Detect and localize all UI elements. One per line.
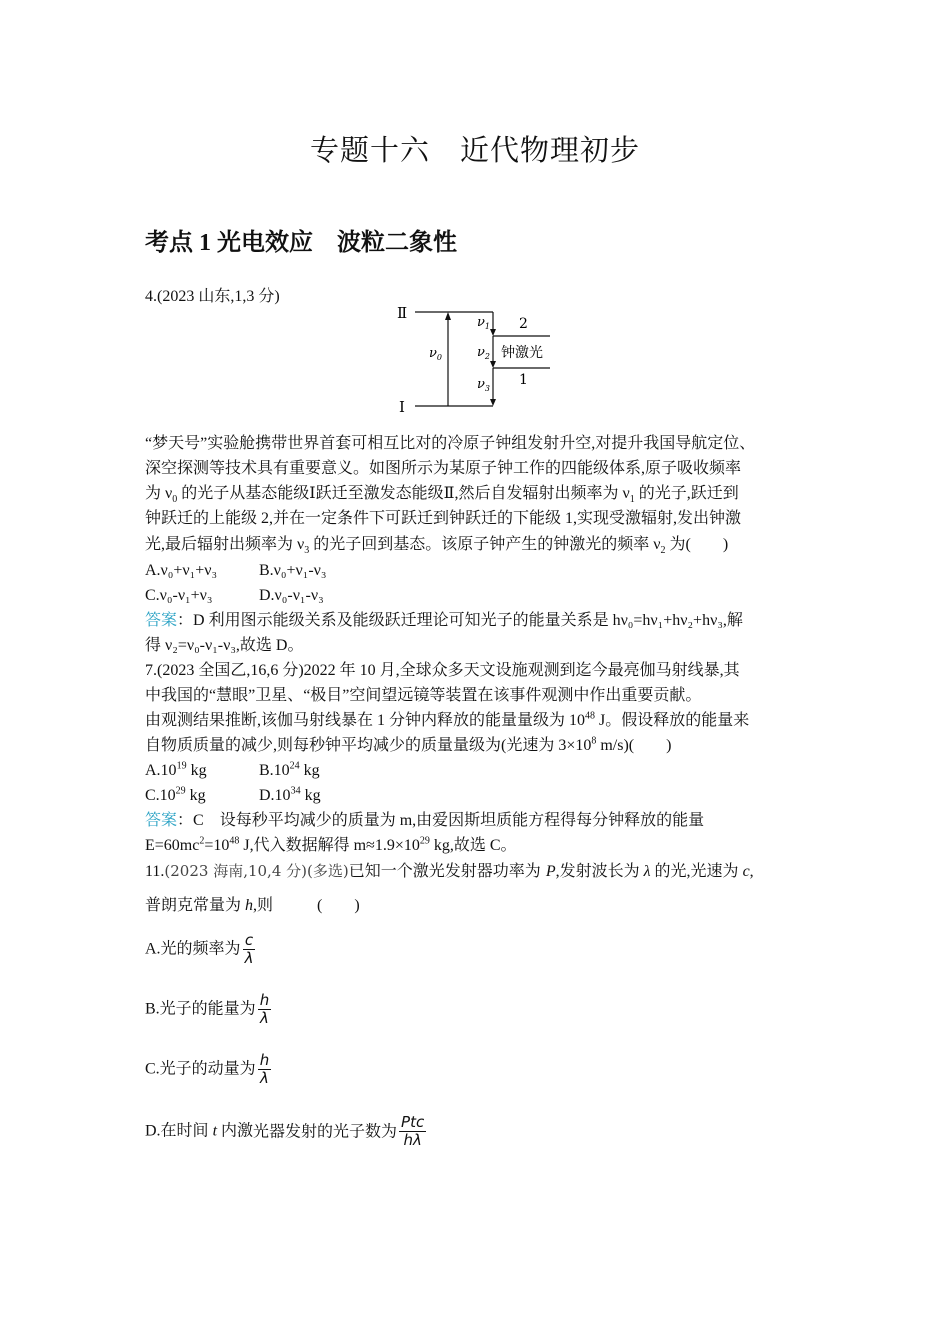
- label-nu3-sub: 3: [484, 384, 490, 393]
- fraction: $\frac{h}{\lambda}$: [259, 991, 270, 1027]
- svg-text:ν3: [477, 377, 490, 393]
- q11-option-d[interactable]: D.在时间 t 内激光器发射的光子数为 $\frac{\text{Ptc}}{h\lambda}$: [145, 1113, 425, 1149]
- label-nu2-sub: 2: [484, 352, 490, 361]
- q4-text-line-4: 钟跃迁的上能级 2,并在一定条件下可跃迁到钟跃迁的下能级 1,实现受激辐射,发出钟激: [145, 510, 742, 527]
- label-level-1: 1: [519, 372, 528, 388]
- q4-header: 4.(2023 山东,1,3 分): [145, 288, 280, 305]
- answer-label: 答案: [145, 612, 178, 629]
- q4-text-line-1: “梦天号”实验舱携带世界首套可相互比对的冷原子钟组发射升空,对提升我国导航定位、: [145, 435, 756, 452]
- q11-option-a[interactable]: A.光的频率为 $\frac{c}{\lambda}$: [145, 931, 254, 967]
- label-level-I: Ⅰ: [399, 398, 405, 416]
- q4-text-line-5: 光,最后辐射出频率为 $\nu_3$ 的光子回到基态。该原子钟产生的钟激光的频率 $\nu_2$ 为( ): [145, 536, 729, 557]
- q4-option-c[interactable]: C.ν₀-ν₁+ν₃: [145, 587, 213, 604]
- q7-option-a[interactable]: $A.10^{19}$ kg: [145, 760, 207, 779]
- label-laser: 钟激光: [501, 345, 543, 361]
- section-heading: 考点 1 光电效应 波粒二象性: [145, 230, 457, 256]
- q7-answer-line-2: $E=60mc^2=10^{48}$ J,代入数据解得 $m\approx 1.9\times 10^{29}$ kg,故选 C。: [145, 835, 517, 854]
- fraction: $\frac{c}{\lambda}$: [244, 931, 254, 967]
- q7-answer-line-1: 答案：C 设每秒平均减少的质量为 m,由爱因斯坦质能方程得每分钟释放的能量: [145, 812, 705, 829]
- label-nu1-sub: 1: [484, 322, 490, 331]
- q7-option-d[interactable]: $D.10^{34}$ kg: [259, 785, 321, 804]
- label-nu0: ν: [429, 346, 437, 361]
- q4-options-row-1: [145, 561, 326, 581]
- q7-option-b[interactable]: $B.10^{24}$ kg: [259, 760, 320, 779]
- svg-text:ν2: [477, 345, 490, 361]
- q7-options-row-2: [145, 786, 321, 806]
- q11-text-line-1: 11.(2023 海南,10,4 分)(多选)已知一个激光发射器功率为 P,发射波长为 λ 的光,光速为 c,: [145, 861, 754, 880]
- q7-options-row-1: [145, 761, 320, 781]
- fraction: $\frac{h}{\lambda}$: [259, 1051, 270, 1087]
- label-level-II: Ⅱ: [397, 304, 408, 322]
- svg-text:ν0: [429, 346, 442, 362]
- q7-text-line-3: 由观测结果推断,该伽马射线暴在 1 分钟内释放的能量量级为 $10^{48}$ J。假设释放的能量来: [145, 710, 750, 729]
- q4-text-line-2: 深空探测等技术具有重要意义。如图所示为某原子钟工作的四能级体系,原子吸收频率: [145, 460, 742, 477]
- q4-answer-line-2: 得 ν₂=ν₀-ν₁-ν₃,故选 D。: [145, 637, 304, 654]
- q4-option-d[interactable]: D.ν₀-ν₁-ν₃: [259, 587, 324, 604]
- label-nu3: ν: [477, 377, 485, 392]
- energy-level-diagram: [395, 300, 565, 418]
- label-level-2: 2: [519, 316, 528, 332]
- label-nu0-sub: 0: [436, 353, 442, 362]
- q7-option-c[interactable]: $C.10^{29}$ kg: [145, 785, 206, 804]
- answer-label: 答案: [145, 812, 178, 829]
- q11-option-c[interactable]: C.光子的动量为 $\frac{h}{\lambda}$: [145, 1051, 270, 1087]
- q4-options-row-2: [145, 586, 324, 606]
- label-nu1: ν: [477, 315, 485, 330]
- q4-text-line-3: 为 $\nu_0$ 的光子从基态能级Ⅰ跃迁至激发态能级Ⅱ,然后自发辐射出频率为 $\nu_1$ 的光子,跃迁到: [145, 485, 739, 506]
- q7-text-line-1: 7.(2023 全国乙,16,6 分)2022 年 10 月,全球众多天文设施观测到迄今最亮伽马射线暴,其: [145, 662, 740, 679]
- fraction: $\frac{\text{Ptc}}{h\lambda}$: [401, 1113, 425, 1149]
- page-title: 专题十六 近代物理初步: [309, 135, 640, 167]
- q11-option-b[interactable]: B.光子的能量为 $\frac{h}{\lambda}$: [145, 991, 270, 1027]
- q4-answer-line-1: 答案：D 利用图示能级关系及能级跃迁理论可知光子的能量关系是 hν₀=hν₁+hν₂+hν₃,解: [145, 612, 743, 629]
- q4-option-b[interactable]: B.ν₀+ν₁-ν₃: [259, 562, 327, 579]
- q4-option-a[interactable]: A.ν₀+ν₁+ν₃: [145, 562, 218, 579]
- q7-text-line-4: 自物质质量的减少,则每秒钟平均减少的质量量级为(光速为 $3\times 10^8$ m/s)( ): [145, 735, 672, 754]
- svg-text:ν1: [477, 315, 490, 331]
- q11-text-line-2: 普朗克常量为 h,则 ( ): [145, 897, 360, 914]
- label-nu2: ν: [477, 345, 485, 360]
- q7-text-line-2: 中我国的“慧眼”卫星、“极目”空间望远镜等装置在该事件观测中作出重要贡献。: [145, 687, 702, 704]
